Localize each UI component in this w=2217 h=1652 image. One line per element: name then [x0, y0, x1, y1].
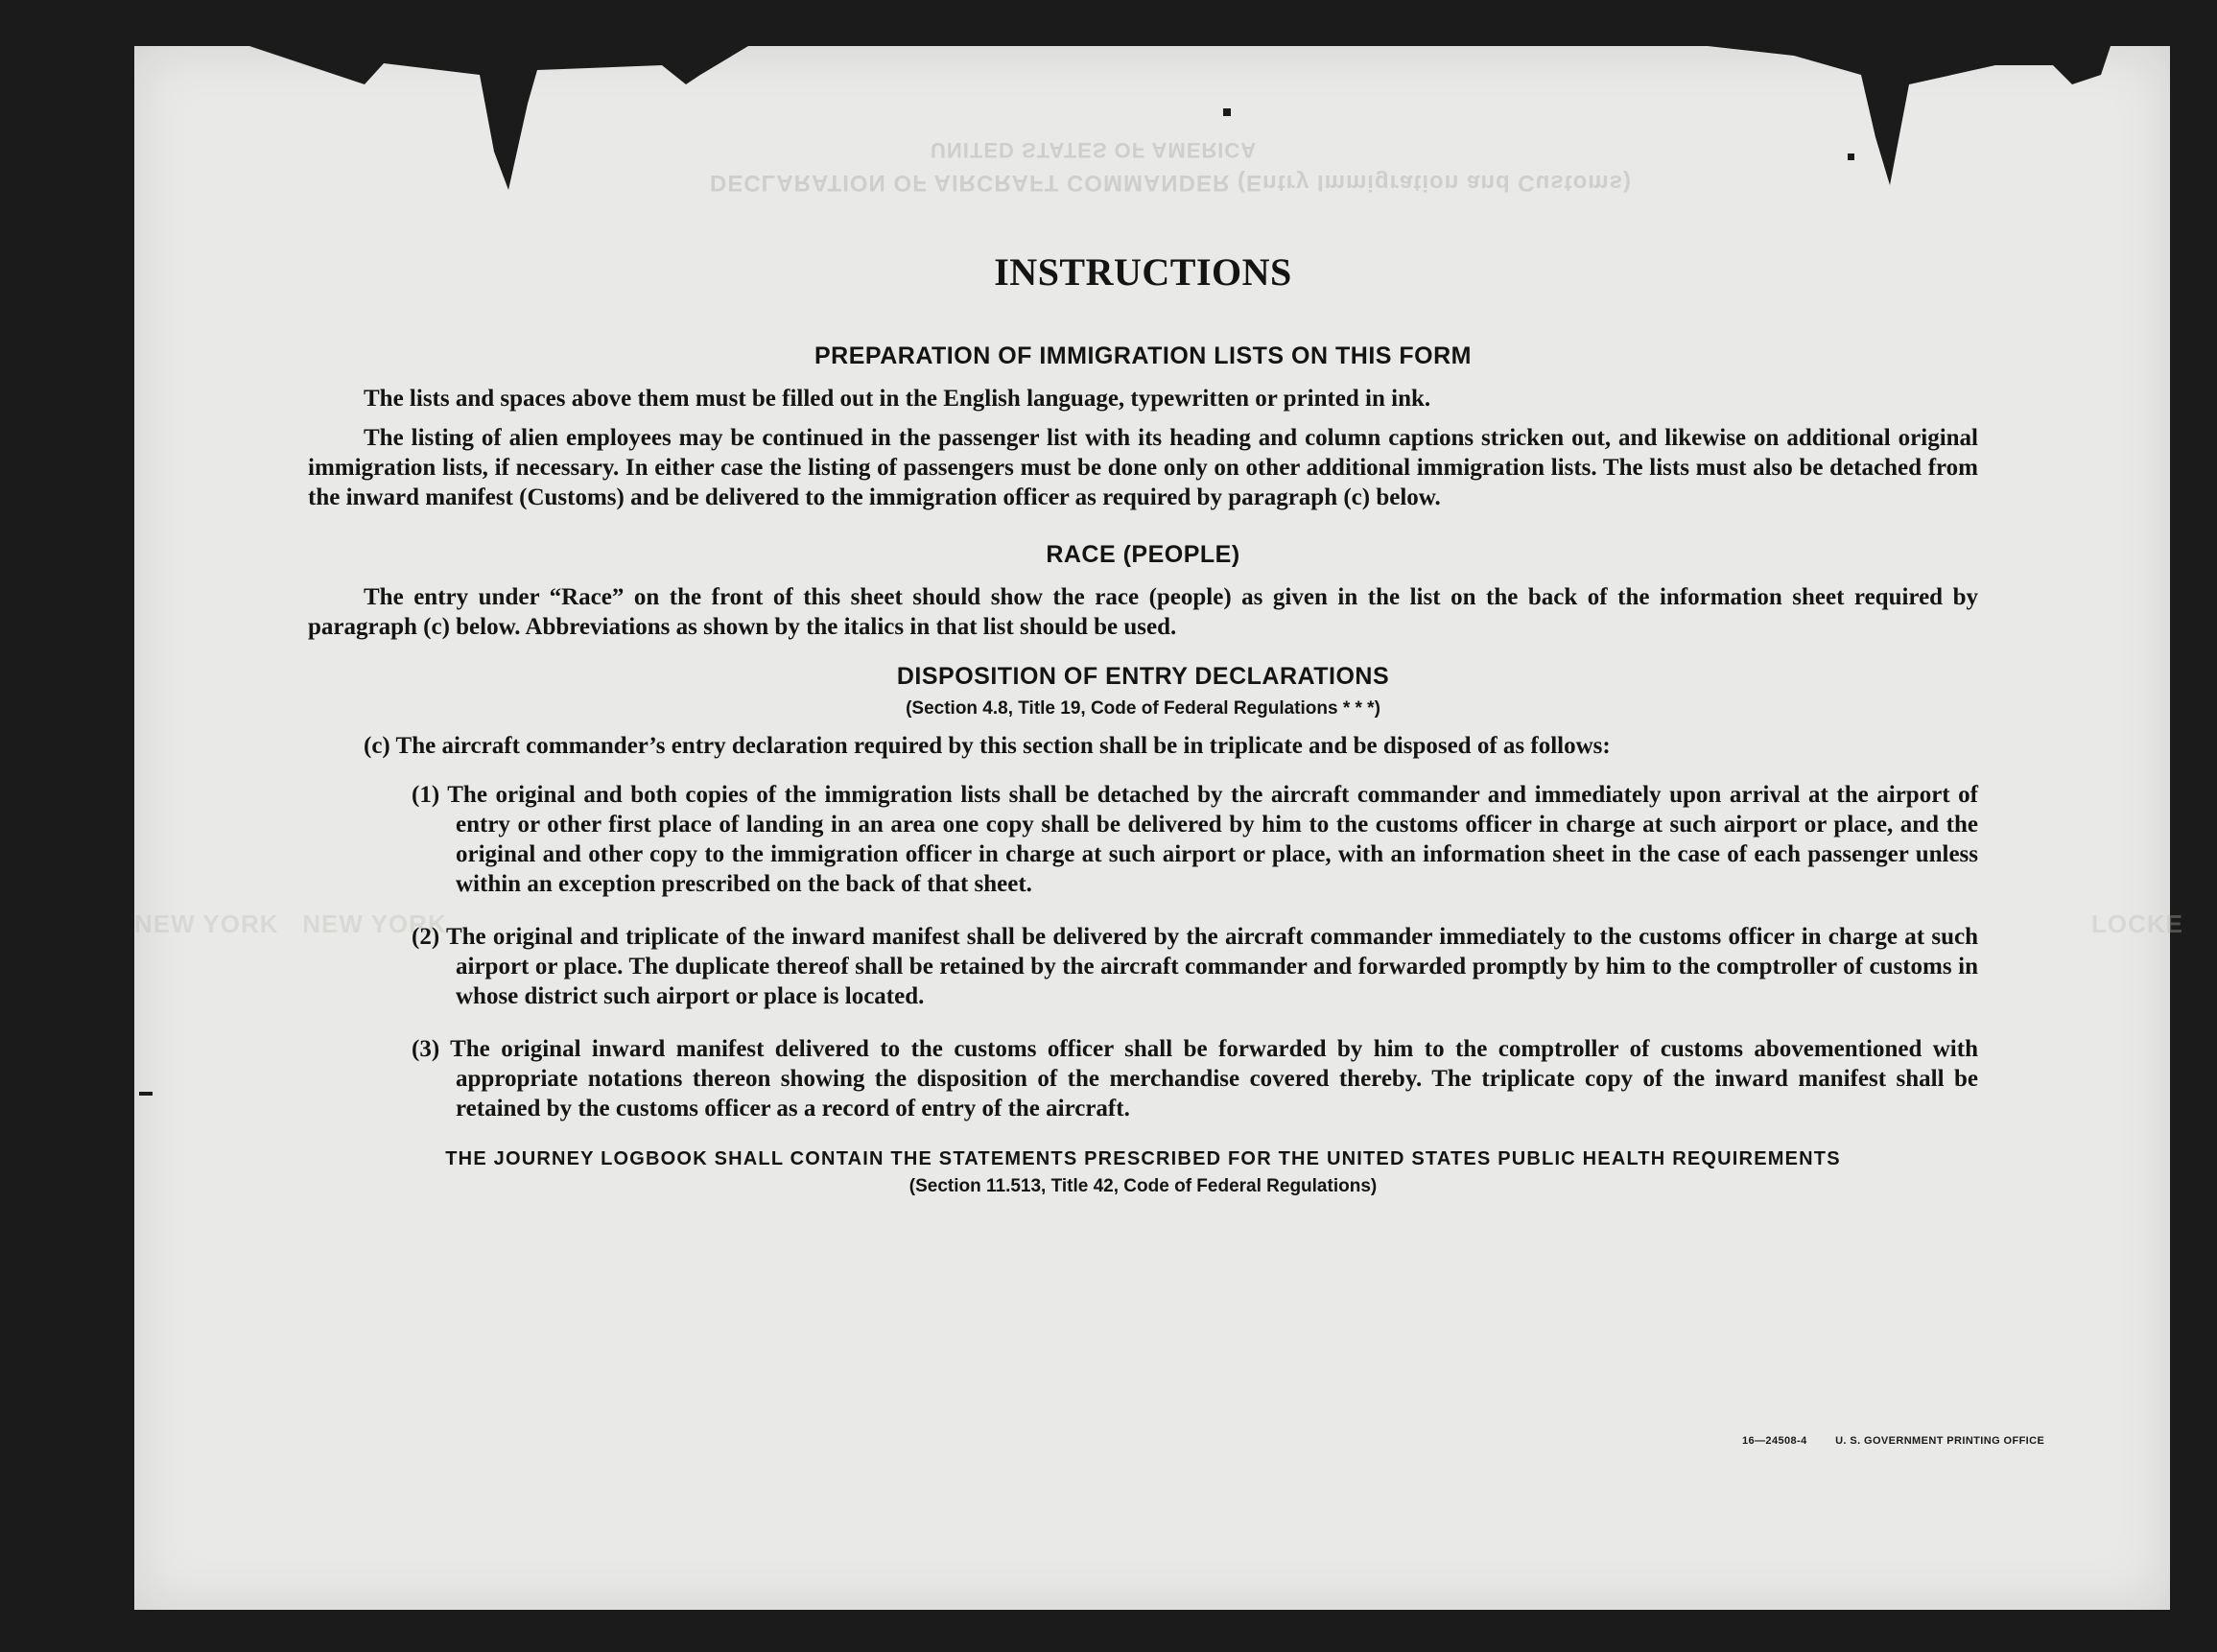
preparation-paragraph-1: The lists and spaces above them must be filled out in the English language, typewritten or printed in ink. — [364, 386, 1431, 412]
ink-mark — [1223, 108, 1231, 116]
torn-edge-left — [249, 46, 748, 190]
disposition-item-1: (1) The original and both copies of the immigration lists shall be detached by the aircraft commander and immediately upon arrival at the airport of entry or other first place of landing in an area one copy shall be delivered by him to the customs officer in charge at such airport or place, and the original and other copy to the immigration officer in charge at such airport or place, with an information sheet in the case of each passenger unless within an exception prescribed on the back of that sheet. — [412, 782, 1978, 897]
form-number: 16—24508-4 — [1742, 1435, 1807, 1447]
show-through-names: LOCKE — [2091, 909, 2183, 938]
show-through-manifest: DECLARATION OF AIRCRAFT COMMANDER (Entry Immigration and Customs) — [710, 170, 1632, 196]
ink-mark — [1848, 153, 1854, 160]
race-paragraph: The entry under “Race” on the front of this sheet should show the race (people) as given in the list on the back of the information sheet required by paragraph (c) below. Abbreviations as shown by the italics in that list should be used. — [308, 584, 1978, 640]
printing-office: U. S. GOVERNMENT PRINTING OFFICE — [1835, 1435, 2045, 1447]
show-through-header: UNITED STATES OF AMERICA — [931, 138, 1258, 162]
heading-disposition: DISPOSITION OF ENTRY DECLARATIONS — [896, 663, 1390, 690]
instructions-content — [308, 249, 1978, 1197]
disposition-item-3: (3) The original inward manifest delivered to the customs officer shall be forwarded by him to the comptroller of customs abovementioned with appropriate notations thereon showing the disposition of the merchandise covered thereby. The triplicate copy of the inward manifest shall be retained by the customs officer as a record of entry of the aircraft. — [412, 1036, 1978, 1121]
disposition-citation: (Section 4.8, Title 19, Code of Federal Regulations * * *) — [906, 698, 1380, 719]
disposition-item-2: (2) The original and triplicate of the inward manifest shall be delivered by the aircraft commander immediately to the customs officer in charge at such airport or place. The duplicate thereof shall be retained by the aircraft commander and forwarded promptly by him to the comptroller of customs in whose district such airport or place is located. — [412, 924, 1978, 1009]
heading-preparation: PREPARATION OF IMMIGRATION LISTS ON THIS FORM — [814, 342, 1472, 369]
torn-edge-right — [1708, 46, 2111, 190]
preparation-paragraph-2: The listing of alien employees may be continued in the passenger list with its heading and column captions stricken out, and likewise on additional original immigration lists, if necessary. In either case the listing of passengers must be done only on other additional immigration lists. The lists must also be detached from the inward manifest (Customs) and be delivered to the immigration officer as required by paragraph (c) below. — [308, 425, 1978, 510]
ink-mark — [139, 1092, 153, 1096]
document-sheet — [134, 46, 2183, 1610]
page-title: INSTRUCTIONS — [994, 250, 1292, 294]
heading-race: RACE (PEOPLE) — [1046, 541, 1240, 568]
logbook-statement: THE JOURNEY LOGBOOK SHALL CONTAIN THE STATEMENTS PRESCRIBED FOR THE UNITED STATES PUBLIC HEALTH REQUIREMENTS — [445, 1148, 1841, 1169]
disposition-lead: (c) The aircraft commander’s entry declaration required by this section shall be in triplicate and be disposed of as follows: — [364, 733, 1611, 759]
show-through-column: NEW YORK NEW YORK — [134, 909, 447, 938]
printer-imprint — [1742, 1435, 2069, 1447]
logbook-citation: (Section 11.513, Title 42, Code of Federal Regulations) — [908, 1176, 1378, 1196]
